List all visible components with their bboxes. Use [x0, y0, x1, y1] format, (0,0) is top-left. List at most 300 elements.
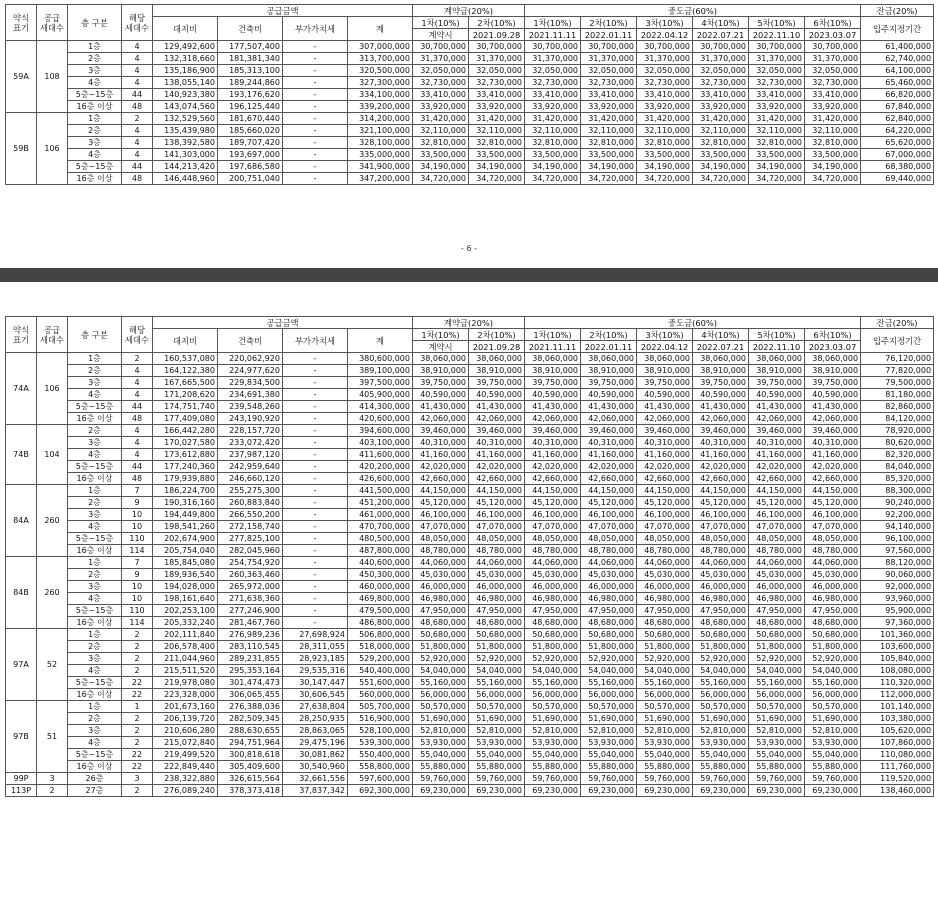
total-price: 380,600,000 — [348, 353, 413, 365]
header-middle-1: 1차(10%) — [525, 329, 581, 341]
floor-unit-count: 4 — [122, 125, 153, 137]
middle-payment-2: 38,060,000 — [581, 353, 637, 365]
balance: 67,000,000 — [861, 149, 934, 161]
middle-payment-5: 42,020,000 — [749, 461, 805, 473]
vat: - — [283, 461, 348, 473]
table-row — [6, 749, 934, 761]
deposit-2: 34,190,000 — [469, 161, 525, 173]
deposit-1: 41,160,000 — [413, 449, 469, 461]
header-balance-date: 입주지정기간 — [861, 17, 934, 41]
header-deposit-2: 2차(10%) — [469, 17, 525, 29]
total-price: 461,000,000 — [348, 509, 413, 521]
building-price: 306,065,455 — [218, 689, 283, 701]
floor-unit-count: 10 — [122, 509, 153, 521]
deposit-1: 34,190,000 — [413, 161, 469, 173]
total-price: 597,600,000 — [348, 773, 413, 785]
header-deposit: 계약금(20%) — [413, 317, 525, 329]
middle-payment-3: 56,000,000 — [637, 689, 693, 701]
floor-unit-count: 2 — [122, 353, 153, 365]
header-build: 건축비 — [218, 329, 283, 353]
vat: - — [283, 569, 348, 581]
header-units: 공급 세대수 — [37, 5, 68, 41]
table-row — [6, 65, 934, 77]
floor-range: 5층~15층 — [68, 401, 122, 413]
header-type: 약식 표기 — [6, 5, 37, 41]
building-price: 272,158,740 — [218, 521, 283, 533]
middle-payment-3: 34,720,000 — [637, 173, 693, 185]
header-middle-5: 5차(10%) — [749, 329, 805, 341]
balance: 68,380,000 — [861, 161, 934, 173]
middle-payment-1: 45,030,000 — [525, 569, 581, 581]
deposit-2: 54,040,000 — [469, 665, 525, 677]
table-row — [6, 629, 934, 641]
unit-type: 59B — [6, 113, 37, 185]
middle-payment-2: 44,150,000 — [581, 485, 637, 497]
floor-unit-count: 4 — [122, 425, 153, 437]
vat: - — [283, 113, 348, 125]
building-price: 243,190,920 — [218, 413, 283, 425]
header-middle-date-1: 2021.11.11 — [525, 29, 581, 41]
deposit-2: 39,750,000 — [469, 377, 525, 389]
total-price: 486,800,000 — [348, 617, 413, 629]
deposit-2: 44,150,000 — [469, 485, 525, 497]
middle-payment-4: 32,730,000 — [693, 77, 749, 89]
land-price: 219,499,520 — [153, 749, 218, 761]
middle-payment-1: 46,980,000 — [525, 593, 581, 605]
deposit-1: 40,310,000 — [413, 437, 469, 449]
middle-payment-5: 44,060,000 — [749, 557, 805, 569]
table-row — [6, 521, 934, 533]
middle-payment-5: 52,920,000 — [749, 653, 805, 665]
deposit-2: 45,030,000 — [469, 569, 525, 581]
floor-range: 2층 — [68, 569, 122, 581]
middle-payment-5: 55,880,000 — [749, 761, 805, 773]
table-row — [6, 473, 934, 485]
middle-payment-2: 45,030,000 — [581, 569, 637, 581]
header-middle: 중도금(60%) — [525, 5, 861, 17]
total-price: 480,500,000 — [348, 533, 413, 545]
middle-payment-6: 32,110,000 — [805, 125, 861, 137]
middle-payment-2: 45,120,000 — [581, 497, 637, 509]
middle-payment-2: 54,040,000 — [581, 665, 637, 677]
land-price: 202,253,100 — [153, 605, 218, 617]
middle-payment-3: 33,410,000 — [637, 89, 693, 101]
middle-payment-6: 33,500,000 — [805, 149, 861, 161]
middle-payment-6: 48,780,000 — [805, 545, 861, 557]
deposit-1: 48,680,000 — [413, 617, 469, 629]
middle-payment-5: 32,810,000 — [749, 137, 805, 149]
middle-payment-3: 32,730,000 — [637, 77, 693, 89]
deposit-1: 38,060,000 — [413, 353, 469, 365]
middle-payment-6: 41,430,000 — [805, 401, 861, 413]
header-middle: 중도금(60%) — [525, 317, 861, 329]
middle-payment-6: 51,800,000 — [805, 641, 861, 653]
land-price: 146,448,960 — [153, 173, 218, 185]
total-price: 321,100,000 — [348, 125, 413, 137]
table-row — [6, 533, 934, 545]
unit-type: 84B — [6, 557, 37, 629]
building-price: 196,125,440 — [218, 101, 283, 113]
middle-payment-6: 48,050,000 — [805, 533, 861, 545]
table-row — [6, 425, 934, 437]
unit-type: 74A — [6, 353, 37, 425]
deposit-2: 42,060,000 — [469, 413, 525, 425]
deposit-1: 55,880,000 — [413, 761, 469, 773]
land-price: 160,537,080 — [153, 353, 218, 365]
middle-payment-6: 59,760,000 — [805, 773, 861, 785]
middle-payment-4: 56,000,000 — [693, 689, 749, 701]
middle-payment-4: 44,150,000 — [693, 485, 749, 497]
middle-payment-6: 52,920,000 — [805, 653, 861, 665]
header-middle-4: 4차(10%) — [693, 17, 749, 29]
building-price: 177,507,400 — [218, 41, 283, 53]
middle-payment-3: 33,500,000 — [637, 149, 693, 161]
vat: 30,081,862 — [283, 749, 348, 761]
vat: 30,147,447 — [283, 677, 348, 689]
floor-unit-count: 4 — [122, 437, 153, 449]
total-price: 411,600,000 — [348, 449, 413, 461]
middle-payment-1: 54,040,000 — [525, 665, 581, 677]
header-floor-units: 해당 세대수 — [122, 317, 153, 353]
middle-payment-3: 47,950,000 — [637, 605, 693, 617]
floor-range: 16층 이상 — [68, 413, 122, 425]
floor-unit-count: 48 — [122, 173, 153, 185]
middle-payment-4: 32,810,000 — [693, 137, 749, 149]
vat: 28,923,185 — [283, 653, 348, 665]
deposit-1: 44,060,000 — [413, 557, 469, 569]
floor-unit-count: 48 — [122, 413, 153, 425]
deposit-2: 46,000,000 — [469, 581, 525, 593]
unit-type: 97B — [6, 701, 37, 773]
deposit-1: 46,100,000 — [413, 509, 469, 521]
balance: 97,360,000 — [861, 617, 934, 629]
middle-payment-3: 33,920,000 — [637, 101, 693, 113]
table-row — [6, 569, 934, 581]
vat: 28,250,935 — [283, 713, 348, 725]
middle-payment-5: 41,160,000 — [749, 449, 805, 461]
header-middle-date-1: 2021.11.11 — [525, 341, 581, 353]
balance: 93,960,000 — [861, 593, 934, 605]
supply-units: 106 — [37, 113, 68, 185]
deposit-1: 44,150,000 — [413, 485, 469, 497]
middle-payment-1: 38,910,000 — [525, 365, 581, 377]
building-price: 294,751,964 — [218, 737, 283, 749]
deposit-2: 52,810,000 — [469, 725, 525, 737]
middle-payment-3: 39,460,000 — [637, 425, 693, 437]
table-row — [6, 545, 934, 557]
middle-payment-5: 38,910,000 — [749, 365, 805, 377]
floor-unit-count: 22 — [122, 677, 153, 689]
floor-range: 3층 — [68, 65, 122, 77]
floor-range: 3층 — [68, 581, 122, 593]
floor-range: 16층 이상 — [68, 545, 122, 557]
middle-payment-5: 51,800,000 — [749, 641, 805, 653]
vat: - — [283, 101, 348, 113]
floor-range: 26층 — [68, 773, 122, 785]
building-price: 326,615,564 — [218, 773, 283, 785]
middle-payment-6: 30,700,000 — [805, 41, 861, 53]
balance: 110,320,000 — [861, 677, 934, 689]
middle-payment-3: 59,760,000 — [637, 773, 693, 785]
total-price: 516,900,000 — [348, 713, 413, 725]
middle-payment-6: 31,370,000 — [805, 53, 861, 65]
floor-range: 3층 — [68, 653, 122, 665]
middle-payment-1: 52,810,000 — [525, 725, 581, 737]
price-table-page-7 — [5, 316, 933, 797]
floor-range: 16층 이상 — [68, 761, 122, 773]
land-price: 171,208,620 — [153, 389, 218, 401]
land-price: 177,409,080 — [153, 413, 218, 425]
table-row — [6, 413, 934, 425]
middle-payment-5: 33,920,000 — [749, 101, 805, 113]
middle-payment-5: 33,410,000 — [749, 89, 805, 101]
vat: - — [283, 149, 348, 161]
land-price: 186,224,700 — [153, 485, 218, 497]
table-row — [6, 761, 934, 773]
middle-payment-6: 44,060,000 — [805, 557, 861, 569]
middle-payment-1: 47,070,000 — [525, 521, 581, 533]
floor-range: 1층 — [68, 41, 122, 53]
middle-payment-3: 41,430,000 — [637, 401, 693, 413]
middle-payment-5: 55,040,000 — [749, 749, 805, 761]
balance: 80,620,000 — [861, 437, 934, 449]
deposit-2: 52,920,000 — [469, 653, 525, 665]
building-price: 305,409,600 — [218, 761, 283, 773]
table-row — [6, 725, 934, 737]
middle-payment-1: 34,720,000 — [525, 173, 581, 185]
land-price: 202,674,900 — [153, 533, 218, 545]
deposit-1: 46,980,000 — [413, 593, 469, 605]
table-row — [6, 77, 934, 89]
middle-payment-1: 39,750,000 — [525, 377, 581, 389]
table-row — [6, 665, 934, 677]
middle-payment-3: 54,040,000 — [637, 665, 693, 677]
middle-payment-2: 53,930,000 — [581, 737, 637, 749]
deposit-1: 46,000,000 — [413, 581, 469, 593]
deposit-1: 47,950,000 — [413, 605, 469, 617]
deposit-1: 59,760,000 — [413, 773, 469, 785]
middle-payment-4: 48,050,000 — [693, 533, 749, 545]
table-row — [6, 113, 934, 125]
floor-range: 16층 이상 — [68, 101, 122, 113]
middle-payment-3: 32,110,000 — [637, 125, 693, 137]
land-price: 135,439,980 — [153, 125, 218, 137]
land-price: 202,111,840 — [153, 629, 218, 641]
middle-payment-4: 38,060,000 — [693, 353, 749, 365]
floor-range: 3층 — [68, 137, 122, 149]
land-price: 198,161,640 — [153, 593, 218, 605]
table-row — [6, 173, 934, 185]
middle-payment-2: 34,720,000 — [581, 173, 637, 185]
deposit-2: 45,120,000 — [469, 497, 525, 509]
deposit-1: 31,420,000 — [413, 113, 469, 125]
floor-range: 5층~15층 — [68, 749, 122, 761]
vat: - — [283, 473, 348, 485]
middle-payment-3: 41,160,000 — [637, 449, 693, 461]
deposit-2: 32,110,000 — [469, 125, 525, 137]
building-price: 233,072,420 — [218, 437, 283, 449]
floor-range: 16층 이상 — [68, 689, 122, 701]
floor-range: 3층 — [68, 437, 122, 449]
middle-payment-3: 69,230,000 — [637, 785, 693, 797]
floor-unit-count: 2 — [122, 653, 153, 665]
total-price: 506,800,000 — [348, 629, 413, 641]
middle-payment-1: 55,160,000 — [525, 677, 581, 689]
middle-payment-2: 32,050,000 — [581, 65, 637, 77]
balance: 65,460,000 — [861, 77, 934, 89]
middle-payment-1: 55,040,000 — [525, 749, 581, 761]
middle-payment-5: 42,060,000 — [749, 413, 805, 425]
middle-payment-1: 47,950,000 — [525, 605, 581, 617]
balance: 110,080,000 — [861, 749, 934, 761]
middle-payment-5: 44,150,000 — [749, 485, 805, 497]
vat: - — [283, 137, 348, 149]
land-price: 238,322,880 — [153, 773, 218, 785]
middle-payment-1: 32,050,000 — [525, 65, 581, 77]
middle-payment-1: 34,190,000 — [525, 161, 581, 173]
balance: 79,500,000 — [861, 377, 934, 389]
middle-payment-1: 51,690,000 — [525, 713, 581, 725]
middle-payment-5: 59,760,000 — [749, 773, 805, 785]
header-supply: 공급금액 — [153, 317, 413, 329]
balance: 84,040,000 — [861, 461, 934, 473]
total-price: 335,000,000 — [348, 149, 413, 161]
middle-payment-2: 40,310,000 — [581, 437, 637, 449]
deposit-1: 32,050,000 — [413, 65, 469, 77]
middle-payment-3: 47,070,000 — [637, 521, 693, 533]
middle-payment-6: 52,810,000 — [805, 725, 861, 737]
middle-payment-1: 48,780,000 — [525, 545, 581, 557]
land-price: 132,529,560 — [153, 113, 218, 125]
middle-payment-2: 69,230,000 — [581, 785, 637, 797]
floor-unit-count: 4 — [122, 53, 153, 65]
deposit-2: 51,800,000 — [469, 641, 525, 653]
header-supply: 공급금액 — [153, 5, 413, 17]
floor-unit-count: 4 — [122, 365, 153, 377]
middle-payment-2: 44,060,000 — [581, 557, 637, 569]
middle-payment-4: 44,060,000 — [693, 557, 749, 569]
middle-payment-2: 52,810,000 — [581, 725, 637, 737]
floor-range: 4층 — [68, 449, 122, 461]
floor-range: 16층 이상 — [68, 473, 122, 485]
balance: 90,240,000 — [861, 497, 934, 509]
middle-payment-4: 39,750,000 — [693, 377, 749, 389]
deposit-1: 45,120,000 — [413, 497, 469, 509]
balance: 62,740,000 — [861, 53, 934, 65]
deposit-1: 33,920,000 — [413, 101, 469, 113]
total-price: 560,000,000 — [348, 689, 413, 701]
middle-payment-1: 50,570,000 — [525, 701, 581, 713]
supply-units: 51 — [37, 701, 68, 773]
middle-payment-3: 53,930,000 — [637, 737, 693, 749]
floor-range: 1층 — [68, 353, 122, 365]
middle-payment-5: 56,000,000 — [749, 689, 805, 701]
middle-payment-4: 52,920,000 — [693, 653, 749, 665]
building-price: 254,754,920 — [218, 557, 283, 569]
middle-payment-6: 34,190,000 — [805, 161, 861, 173]
middle-payment-3: 31,420,000 — [637, 113, 693, 125]
land-price: 215,511,520 — [153, 665, 218, 677]
middle-payment-3: 40,310,000 — [637, 437, 693, 449]
table-row — [6, 101, 934, 113]
middle-payment-5: 34,720,000 — [749, 173, 805, 185]
building-price: 224,977,620 — [218, 365, 283, 377]
middle-payment-6: 56,000,000 — [805, 689, 861, 701]
header-floor: 층 구분 — [68, 317, 122, 353]
middle-payment-6: 42,020,000 — [805, 461, 861, 473]
balance: 94,140,000 — [861, 521, 934, 533]
balance: 81,180,000 — [861, 389, 934, 401]
balance: 88,120,000 — [861, 557, 934, 569]
header-middle-date-3: 2022.04.12 — [637, 29, 693, 41]
header-balance-date: 입주지정기간 — [861, 329, 934, 353]
middle-payment-3: 32,810,000 — [637, 137, 693, 149]
vat: 29,475,196 — [283, 737, 348, 749]
middle-payment-4: 69,230,000 — [693, 785, 749, 797]
deposit-1: 42,020,000 — [413, 461, 469, 473]
balance: 103,380,000 — [861, 713, 934, 725]
middle-payment-6: 40,310,000 — [805, 437, 861, 449]
header-floor: 층 구분 — [68, 5, 122, 41]
table-row — [6, 497, 934, 509]
floor-range: 1층 — [68, 485, 122, 497]
deposit-2: 55,040,000 — [469, 749, 525, 761]
table-row — [6, 677, 934, 689]
total-price: 420,600,000 — [348, 413, 413, 425]
deposit-1: 34,720,000 — [413, 173, 469, 185]
middle-payment-2: 39,460,000 — [581, 425, 637, 437]
deposit-1: 45,030,000 — [413, 569, 469, 581]
building-price: 281,467,760 — [218, 617, 283, 629]
middle-payment-2: 31,420,000 — [581, 113, 637, 125]
floor-range: 4층 — [68, 389, 122, 401]
header-middle-date-5: 2022.11.10 — [749, 341, 805, 353]
header-middle-date-3: 2022.04.12 — [637, 341, 693, 353]
land-price: 189,936,540 — [153, 569, 218, 581]
middle-payment-2: 46,980,000 — [581, 593, 637, 605]
deposit-2: 46,980,000 — [469, 593, 525, 605]
table-row — [6, 485, 934, 497]
middle-payment-2: 51,800,000 — [581, 641, 637, 653]
floor-unit-count: 44 — [122, 89, 153, 101]
middle-payment-5: 47,070,000 — [749, 521, 805, 533]
land-price: 201,673,160 — [153, 701, 218, 713]
unit-type: 99P — [6, 773, 37, 785]
deposit-2: 30,700,000 — [469, 41, 525, 53]
supply-units: 3 — [37, 773, 68, 785]
floor-unit-count: 4 — [122, 149, 153, 161]
deposit-2: 42,660,000 — [469, 473, 525, 485]
deposit-1: 31,370,000 — [413, 53, 469, 65]
middle-payment-4: 46,980,000 — [693, 593, 749, 605]
total-price: 487,800,000 — [348, 545, 413, 557]
building-price: 193,697,000 — [218, 149, 283, 161]
building-price: 271,638,360 — [218, 593, 283, 605]
floor-range: 4층 — [68, 149, 122, 161]
header-middle-6: 6차(10%) — [805, 17, 861, 29]
floor-unit-count: 2 — [122, 725, 153, 737]
vat: - — [283, 365, 348, 377]
page-divider — [0, 268, 938, 282]
total-price: 327,300,000 — [348, 77, 413, 89]
floor-range: 16층 이상 — [68, 173, 122, 185]
deposit-1: 33,410,000 — [413, 89, 469, 101]
middle-payment-1: 41,160,000 — [525, 449, 581, 461]
land-price: 205,754,040 — [153, 545, 218, 557]
middle-payment-4: 45,030,000 — [693, 569, 749, 581]
middle-payment-1: 69,230,000 — [525, 785, 581, 797]
supply-units: 104 — [37, 425, 68, 485]
